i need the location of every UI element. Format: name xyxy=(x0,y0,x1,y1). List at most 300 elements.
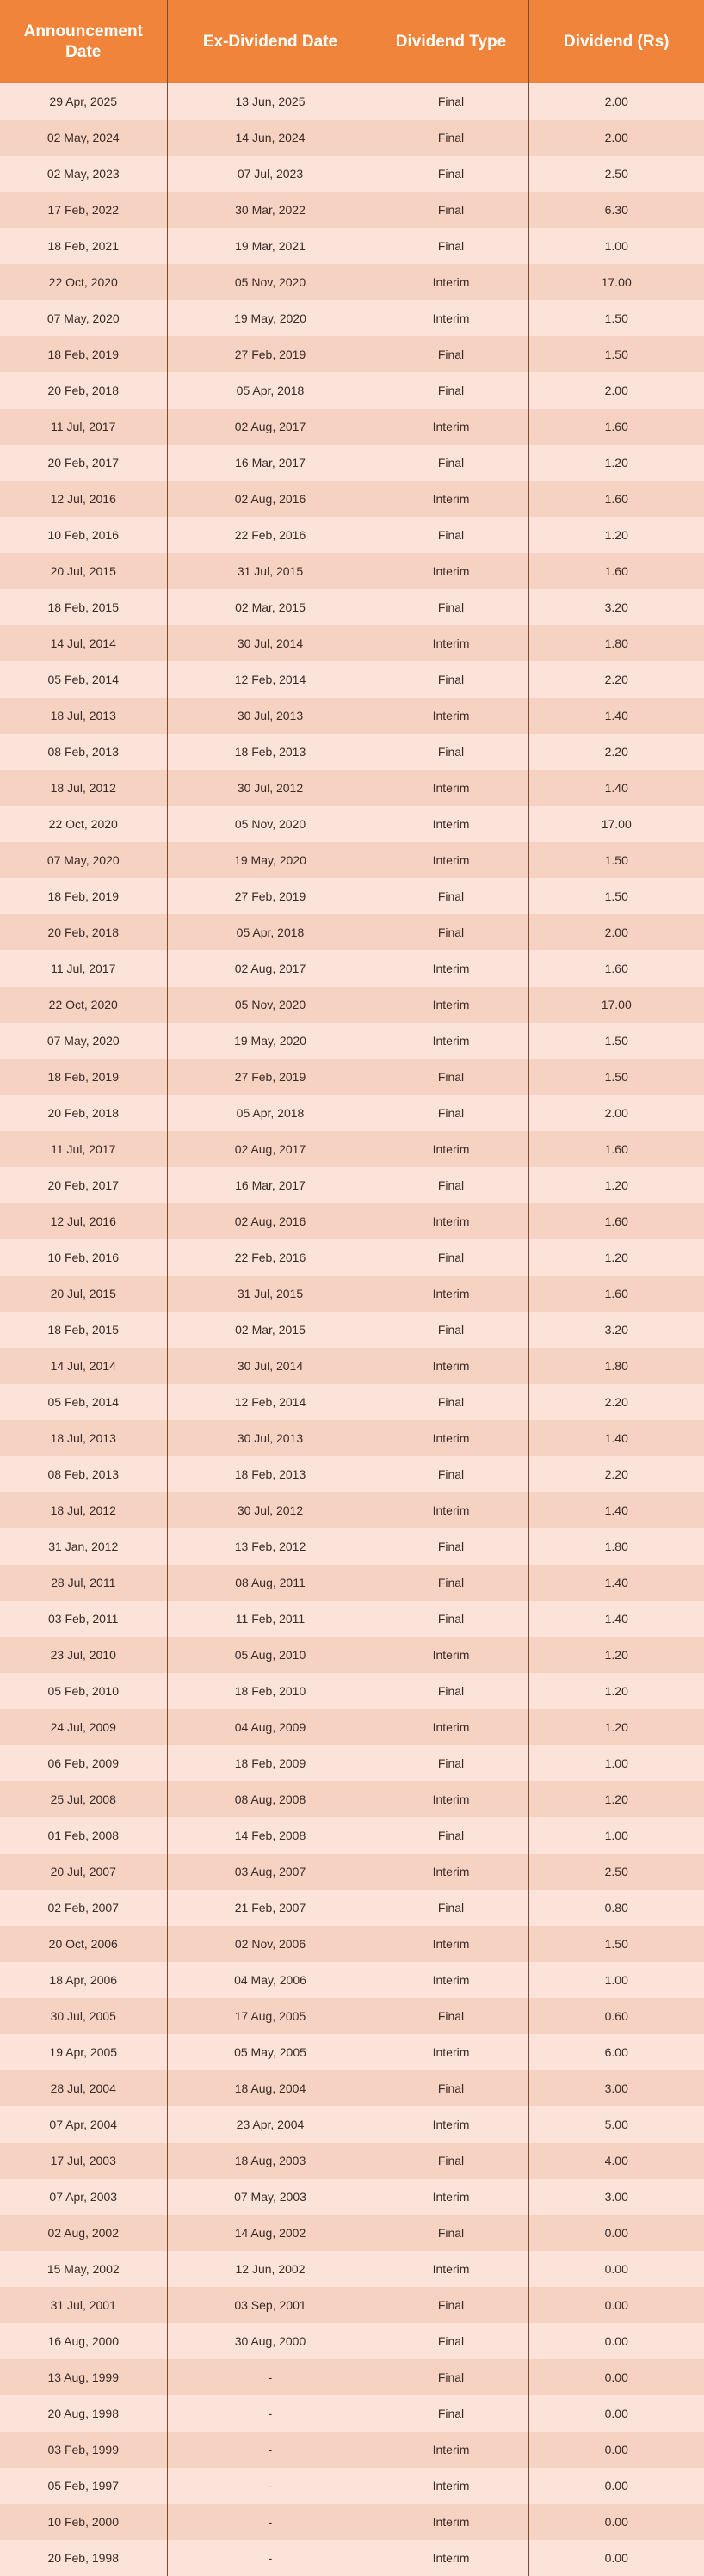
table-row xyxy=(0,372,704,409)
dividend-amount-cell: 1.00 xyxy=(528,1745,704,1781)
table-row xyxy=(0,228,704,264)
announcement-date-cell: 02 May, 2024 xyxy=(0,120,167,156)
dividend-type-cell: Final xyxy=(374,2287,528,2323)
table-row xyxy=(0,2323,704,2359)
announcement-date-cell: 28 Jul, 2004 xyxy=(0,2070,167,2106)
table-row xyxy=(0,264,704,300)
announcement-date-cell: 22 Oct, 2020 xyxy=(0,987,167,1023)
table-row xyxy=(0,1276,704,1312)
table-row xyxy=(0,842,704,878)
ex-dividend-date-cell: 30 Jul, 2014 xyxy=(167,1348,374,1384)
table-row xyxy=(0,1962,704,1998)
announcement-date-cell: 18 Feb, 2019 xyxy=(0,336,167,372)
dividend-type-cell: Final xyxy=(374,120,528,156)
table-row xyxy=(0,1890,704,1926)
header-dividend-amount[interactable]: Dividend (Rs) xyxy=(528,0,704,83)
ex-dividend-date-cell: 11 Feb, 2011 xyxy=(167,1601,374,1637)
table-row xyxy=(0,409,704,445)
announcement-date-cell: 05 Feb, 2014 xyxy=(0,661,167,698)
ex-dividend-date-cell: 04 Aug, 2009 xyxy=(167,1709,374,1745)
table-row xyxy=(0,2251,704,2287)
ex-dividend-date-cell: 16 Mar, 2017 xyxy=(167,1167,374,1203)
ex-dividend-date-cell: 05 Aug, 2010 xyxy=(167,1637,374,1673)
dividend-type-cell: Final xyxy=(374,914,528,950)
dividend-amount-cell: 1.80 xyxy=(528,1528,704,1565)
dividend-type-cell: Final xyxy=(374,1095,528,1131)
table-row xyxy=(0,2395,704,2432)
dividend-amount-cell: 0.00 xyxy=(528,2540,704,2576)
dividend-type-cell: Final xyxy=(374,1239,528,1276)
table-row xyxy=(0,1926,704,1962)
table-row xyxy=(0,1998,704,2034)
table-row xyxy=(0,2215,704,2251)
table-row xyxy=(0,1565,704,1601)
table-row xyxy=(0,1528,704,1565)
ex-dividend-date-cell: - xyxy=(167,2504,374,2540)
dividend-amount-cell: 1.00 xyxy=(528,1962,704,1998)
ex-dividend-date-cell: 04 May, 2006 xyxy=(167,1962,374,1998)
dividend-type-cell: Interim xyxy=(374,806,528,842)
dividend-amount-cell: 5.00 xyxy=(528,2106,704,2143)
ex-dividend-date-cell: 02 Aug, 2016 xyxy=(167,481,374,517)
table-row xyxy=(0,661,704,698)
dividend-amount-cell: 17.00 xyxy=(528,987,704,1023)
table-row xyxy=(0,192,704,228)
table-row xyxy=(0,2504,704,2540)
dividend-amount-cell: 1.20 xyxy=(528,1709,704,1745)
dividend-amount-cell: 4.00 xyxy=(528,2143,704,2179)
dividend-amount-cell: 1.20 xyxy=(528,1167,704,1203)
dividend-amount-cell: 2.20 xyxy=(528,1384,704,1420)
dividend-type-cell: Interim xyxy=(374,987,528,1023)
dividend-type-cell: Interim xyxy=(374,1203,528,1239)
table-row xyxy=(0,2287,704,2323)
dividend-amount-cell: 1.60 xyxy=(528,409,704,445)
dividend-amount-cell: 1.80 xyxy=(528,1348,704,1384)
ex-dividend-date-cell: 13 Jun, 2025 xyxy=(167,83,374,120)
table-row xyxy=(0,156,704,192)
announcement-date-cell: 20 Aug, 1998 xyxy=(0,2395,167,2432)
ex-dividend-date-cell: 14 Jun, 2024 xyxy=(167,120,374,156)
table-row xyxy=(0,589,704,625)
dividend-amount-cell: 1.20 xyxy=(528,517,704,553)
table-row xyxy=(0,698,704,734)
dividend-amount-cell: 2.50 xyxy=(528,1854,704,1890)
dividend-amount-cell: 0.60 xyxy=(528,1998,704,2034)
announcement-date-cell: 02 Feb, 2007 xyxy=(0,1890,167,1926)
dividend-amount-cell: 1.50 xyxy=(528,1926,704,1962)
dividend-type-cell: Interim xyxy=(374,1637,528,1673)
ex-dividend-date-cell: 19 Mar, 2021 xyxy=(167,228,374,264)
announcement-date-cell: 18 Feb, 2021 xyxy=(0,228,167,264)
dividend-type-cell: Interim xyxy=(374,1854,528,1890)
announcement-date-cell: 05 Feb, 1997 xyxy=(0,2468,167,2504)
table-row xyxy=(0,120,704,156)
ex-dividend-date-cell: 18 Feb, 2009 xyxy=(167,1745,374,1781)
ex-dividend-date-cell: 30 Jul, 2012 xyxy=(167,770,374,806)
table-row xyxy=(0,2106,704,2143)
ex-dividend-date-cell: 03 Sep, 2001 xyxy=(167,2287,374,2323)
dividend-type-cell: Final xyxy=(374,1673,528,1709)
ex-dividend-date-cell: 12 Feb, 2014 xyxy=(167,661,374,698)
table-row xyxy=(0,1384,704,1420)
dividend-amount-cell: 1.50 xyxy=(528,878,704,914)
ex-dividend-date-cell: 05 Nov, 2020 xyxy=(167,987,374,1023)
announcement-date-cell: 30 Jul, 2005 xyxy=(0,1998,167,2034)
announcement-date-cell: 16 Aug, 2000 xyxy=(0,2323,167,2359)
ex-dividend-date-cell: 12 Jun, 2002 xyxy=(167,2251,374,2287)
dividend-type-cell: Final xyxy=(374,2215,528,2251)
ex-dividend-date-cell: 30 Aug, 2000 xyxy=(167,2323,374,2359)
table-header xyxy=(0,0,704,83)
dividend-type-cell: Interim xyxy=(374,1348,528,1384)
announcement-date-cell: 20 Feb, 2018 xyxy=(0,914,167,950)
announcement-date-cell: 17 Jul, 2003 xyxy=(0,2143,167,2179)
announcement-date-cell: 20 Jul, 2015 xyxy=(0,1276,167,1312)
announcement-date-cell: 20 Jul, 2007 xyxy=(0,1854,167,1890)
dividend-amount-cell: 6.00 xyxy=(528,2034,704,2070)
dividend-amount-cell: 1.20 xyxy=(528,1239,704,1276)
announcement-date-cell: 11 Jul, 2017 xyxy=(0,1131,167,1167)
dividend-type-cell: Interim xyxy=(374,2106,528,2143)
dividend-type-cell: Final xyxy=(374,589,528,625)
announcement-date-cell: 22 Oct, 2020 xyxy=(0,264,167,300)
dividend-type-cell: Interim xyxy=(374,770,528,806)
dividend-amount-cell: 1.50 xyxy=(528,300,704,336)
table-row xyxy=(0,517,704,553)
announcement-date-cell: 13 Aug, 1999 xyxy=(0,2359,167,2395)
ex-dividend-date-cell: 27 Feb, 2019 xyxy=(167,878,374,914)
ex-dividend-date-cell: 05 Nov, 2020 xyxy=(167,806,374,842)
announcement-date-cell: 07 May, 2020 xyxy=(0,1023,167,1059)
dividend-type-cell: Final xyxy=(374,517,528,553)
dividend-type-cell: Interim xyxy=(374,2468,528,2504)
announcement-date-cell: 01 Feb, 2008 xyxy=(0,1817,167,1854)
ex-dividend-date-cell: - xyxy=(167,2468,374,2504)
ex-dividend-date-cell: 02 Nov, 2006 xyxy=(167,1926,374,1962)
announcement-date-cell: 18 Jul, 2012 xyxy=(0,770,167,806)
announcement-date-cell: 02 Aug, 2002 xyxy=(0,2215,167,2251)
dividend-type-cell: Final xyxy=(374,1312,528,1348)
announcement-date-cell: 17 Feb, 2022 xyxy=(0,192,167,228)
dividend-type-cell: Final xyxy=(374,1601,528,1637)
announcement-date-cell: 19 Apr, 2005 xyxy=(0,2034,167,2070)
ex-dividend-date-cell: 07 May, 2003 xyxy=(167,2179,374,2215)
table-row xyxy=(0,1131,704,1167)
dividend-amount-cell: 0.80 xyxy=(528,1890,704,1926)
dividend-type-cell: Interim xyxy=(374,842,528,878)
ex-dividend-date-cell: 03 Aug, 2007 xyxy=(167,1854,374,1890)
dividend-amount-cell: 1.40 xyxy=(528,698,704,734)
ex-dividend-date-cell: 18 Aug, 2004 xyxy=(167,2070,374,2106)
table-row xyxy=(0,2179,704,2215)
announcement-date-cell: 10 Feb, 2016 xyxy=(0,1239,167,1276)
dividend-amount-cell: 1.50 xyxy=(528,1059,704,1095)
ex-dividend-date-cell: 17 Aug, 2005 xyxy=(167,1998,374,2034)
table-row xyxy=(0,1203,704,1239)
dividend-amount-cell: 1.40 xyxy=(528,1492,704,1528)
dividend-amount-cell: 2.00 xyxy=(528,83,704,120)
dividend-type-cell: Final xyxy=(374,1565,528,1601)
ex-dividend-date-cell: 30 Jul, 2014 xyxy=(167,625,374,661)
ex-dividend-date-cell: 16 Mar, 2017 xyxy=(167,445,374,481)
dividend-amount-cell: 17.00 xyxy=(528,806,704,842)
dividend-amount-cell: 1.60 xyxy=(528,950,704,987)
dividend-type-cell: Final xyxy=(374,661,528,698)
table-row xyxy=(0,625,704,661)
dividend-amount-cell: 3.00 xyxy=(528,2179,704,2215)
dividend-amount-cell: 1.40 xyxy=(528,770,704,806)
dividend-type-cell: Final xyxy=(374,1817,528,1854)
ex-dividend-date-cell: 18 Feb, 2013 xyxy=(167,734,374,770)
ex-dividend-date-cell: 02 Aug, 2017 xyxy=(167,409,374,445)
table-row xyxy=(0,878,704,914)
announcement-date-cell: 31 Jul, 2001 xyxy=(0,2287,167,2323)
table-row xyxy=(0,83,704,120)
announcement-date-cell: 05 Feb, 2010 xyxy=(0,1673,167,1709)
announcement-date-cell: 08 Feb, 2013 xyxy=(0,734,167,770)
table-row xyxy=(0,1781,704,1817)
dividend-type-cell: Final xyxy=(374,1528,528,1565)
ex-dividend-date-cell: 14 Feb, 2008 xyxy=(167,1817,374,1854)
table-row xyxy=(0,1854,704,1890)
dividend-type-cell: Interim xyxy=(374,481,528,517)
table-row xyxy=(0,950,704,987)
dividend-amount-cell: 0.00 xyxy=(528,2432,704,2468)
table-row xyxy=(0,1637,704,1673)
dividend-amount-cell: 0.00 xyxy=(528,2323,704,2359)
table-row xyxy=(0,806,704,842)
announcement-date-cell: 02 May, 2023 xyxy=(0,156,167,192)
dividend-type-cell: Final xyxy=(374,1384,528,1420)
dividend-amount-cell: 6.30 xyxy=(528,192,704,228)
ex-dividend-date-cell: 18 Feb, 2013 xyxy=(167,1456,374,1492)
dividend-amount-cell: 1.20 xyxy=(528,1781,704,1817)
table-row xyxy=(0,300,704,336)
announcement-date-cell: 07 Apr, 2004 xyxy=(0,2106,167,2143)
ex-dividend-date-cell: 08 Aug, 2008 xyxy=(167,1781,374,1817)
ex-dividend-date-cell: - xyxy=(167,2359,374,2395)
table-row xyxy=(0,1817,704,1854)
header-announcement-date[interactable]: Announcement Date xyxy=(0,0,167,83)
table-row xyxy=(0,1239,704,1276)
dividend-type-cell: Interim xyxy=(374,1420,528,1456)
header-row xyxy=(0,0,704,83)
announcement-date-cell: 20 Feb, 2017 xyxy=(0,1167,167,1203)
dividend-type-cell: Interim xyxy=(374,1023,528,1059)
dividend-type-cell: Final xyxy=(374,1059,528,1095)
dividend-amount-cell: 3.20 xyxy=(528,589,704,625)
table-row xyxy=(0,553,704,589)
ex-dividend-date-cell: 12 Feb, 2014 xyxy=(167,1384,374,1420)
dividend-type-cell: Interim xyxy=(374,2504,528,2540)
ex-dividend-date-cell: - xyxy=(167,2432,374,2468)
dividend-type-cell: Interim xyxy=(374,264,528,300)
dividend-type-cell: Final xyxy=(374,1890,528,1926)
dividend-type-cell: Final xyxy=(374,2359,528,2395)
ex-dividend-date-cell: 18 Feb, 2010 xyxy=(167,1673,374,1709)
announcement-date-cell: 18 Jul, 2013 xyxy=(0,1420,167,1456)
dividend-amount-cell: 1.00 xyxy=(528,1817,704,1854)
dividend-type-cell: Interim xyxy=(374,1781,528,1817)
dividend-amount-cell: 1.00 xyxy=(528,228,704,264)
dividend-type-cell: Final xyxy=(374,2323,528,2359)
announcement-date-cell: 07 Apr, 2003 xyxy=(0,2179,167,2215)
announcement-date-cell: 06 Feb, 2009 xyxy=(0,1745,167,1781)
ex-dividend-date-cell: 05 May, 2005 xyxy=(167,2034,374,2070)
dividend-amount-cell: 0.00 xyxy=(528,2287,704,2323)
dividend-amount-cell: 0.00 xyxy=(528,2359,704,2395)
ex-dividend-date-cell: 23 Apr, 2004 xyxy=(167,2106,374,2143)
ex-dividend-date-cell: 02 Aug, 2016 xyxy=(167,1203,374,1239)
table-row xyxy=(0,2540,704,2576)
ex-dividend-date-cell: 05 Apr, 2018 xyxy=(167,1095,374,1131)
dividend-type-cell: Interim xyxy=(374,2251,528,2287)
dividend-type-cell: Final xyxy=(374,878,528,914)
table-row xyxy=(0,2034,704,2070)
announcement-date-cell: 15 May, 2002 xyxy=(0,2251,167,2287)
table-row xyxy=(0,1456,704,1492)
announcement-date-cell: 18 Feb, 2019 xyxy=(0,878,167,914)
announcement-date-cell: 14 Jul, 2014 xyxy=(0,1348,167,1384)
ex-dividend-date-cell: 08 Aug, 2011 xyxy=(167,1565,374,1601)
announcement-date-cell: 31 Jan, 2012 xyxy=(0,1528,167,1565)
announcement-date-cell: 18 Feb, 2019 xyxy=(0,1059,167,1095)
table-body xyxy=(0,83,704,2576)
table-row xyxy=(0,1420,704,1456)
dividend-amount-cell: 3.20 xyxy=(528,1312,704,1348)
dividend-amount-cell: 1.20 xyxy=(528,445,704,481)
announcement-date-cell: 10 Feb, 2000 xyxy=(0,2504,167,2540)
dividend-type-cell: Interim xyxy=(374,1131,528,1167)
table-row xyxy=(0,770,704,806)
announcement-date-cell: 18 Jul, 2012 xyxy=(0,1492,167,1528)
dividend-amount-cell: 0.00 xyxy=(528,2504,704,2540)
dividend-type-cell: Interim xyxy=(374,2034,528,2070)
ex-dividend-date-cell: 30 Jul, 2012 xyxy=(167,1492,374,1528)
dividend-amount-cell: 2.00 xyxy=(528,914,704,950)
table-row xyxy=(0,734,704,770)
dividend-type-cell: Final xyxy=(374,156,528,192)
dividend-type-cell: Interim xyxy=(374,409,528,445)
dividend-type-cell: Final xyxy=(374,336,528,372)
announcement-date-cell: 18 Feb, 2015 xyxy=(0,1312,167,1348)
ex-dividend-date-cell: 19 May, 2020 xyxy=(167,842,374,878)
ex-dividend-date-cell: - xyxy=(167,2395,374,2432)
table-row xyxy=(0,1492,704,1528)
dividend-amount-cell: 17.00 xyxy=(528,264,704,300)
dividend-amount-cell: 1.50 xyxy=(528,336,704,372)
dividend-amount-cell: 0.00 xyxy=(528,2251,704,2287)
table-row xyxy=(0,445,704,481)
dividend-type-cell: Interim xyxy=(374,2432,528,2468)
dividend-amount-cell: 0.00 xyxy=(528,2395,704,2432)
ex-dividend-date-cell: 30 Mar, 2022 xyxy=(167,192,374,228)
dividend-amount-cell: 1.40 xyxy=(528,1420,704,1456)
announcement-date-cell: 25 Jul, 2008 xyxy=(0,1781,167,1817)
table-row xyxy=(0,1167,704,1203)
ex-dividend-date-cell: 02 Aug, 2017 xyxy=(167,950,374,987)
dividend-type-cell: Interim xyxy=(374,300,528,336)
announcement-date-cell: 20 Feb, 2018 xyxy=(0,372,167,409)
ex-dividend-date-cell: 13 Feb, 2012 xyxy=(167,1528,374,1565)
ex-dividend-date-cell: 31 Jul, 2015 xyxy=(167,553,374,589)
dividend-type-cell: Final xyxy=(374,1456,528,1492)
ex-dividend-date-cell: 07 Jul, 2023 xyxy=(167,156,374,192)
header-ex-dividend-date[interactable]: Ex-Dividend Date xyxy=(167,0,374,83)
table-row xyxy=(0,2432,704,2468)
dividend-type-cell: Final xyxy=(374,1167,528,1203)
table-row xyxy=(0,1601,704,1637)
ex-dividend-date-cell: 27 Feb, 2019 xyxy=(167,336,374,372)
dividend-amount-cell: 2.20 xyxy=(528,1456,704,1492)
announcement-date-cell: 20 Jul, 2015 xyxy=(0,553,167,589)
ex-dividend-date-cell: 05 Apr, 2018 xyxy=(167,914,374,950)
dividend-amount-cell: 1.60 xyxy=(528,1276,704,1312)
dividend-type-cell: Final xyxy=(374,2070,528,2106)
dividend-type-cell: Final xyxy=(374,228,528,264)
ex-dividend-date-cell: 19 May, 2020 xyxy=(167,300,374,336)
announcement-date-cell: 18 Jul, 2013 xyxy=(0,698,167,734)
announcement-date-cell: 10 Feb, 2016 xyxy=(0,517,167,553)
announcement-date-cell: 14 Jul, 2014 xyxy=(0,625,167,661)
announcement-date-cell: 08 Feb, 2013 xyxy=(0,1456,167,1492)
table-row xyxy=(0,2359,704,2395)
dividend-type-cell: Interim xyxy=(374,1276,528,1312)
dividend-amount-cell: 1.50 xyxy=(528,842,704,878)
dividend-amount-cell: 1.60 xyxy=(528,481,704,517)
table-row xyxy=(0,481,704,517)
dividend-type-cell: Interim xyxy=(374,1709,528,1745)
dividend-type-cell: Final xyxy=(374,2395,528,2432)
announcement-date-cell: 11 Jul, 2017 xyxy=(0,409,167,445)
header-dividend-type[interactable]: Dividend Type xyxy=(374,0,528,83)
dividend-type-cell: Final xyxy=(374,83,528,120)
ex-dividend-date-cell: 05 Apr, 2018 xyxy=(167,372,374,409)
table-row xyxy=(0,914,704,950)
announcement-date-cell: 03 Feb, 2011 xyxy=(0,1601,167,1637)
dividend-amount-cell: 0.00 xyxy=(528,2468,704,2504)
ex-dividend-date-cell: 02 Mar, 2015 xyxy=(167,589,374,625)
dividend-type-cell: Final xyxy=(374,1745,528,1781)
announcement-date-cell: 20 Feb, 2017 xyxy=(0,445,167,481)
announcement-date-cell: 29 Apr, 2025 xyxy=(0,83,167,120)
dividend-amount-cell: 1.60 xyxy=(528,1203,704,1239)
dividend-amount-cell: 2.20 xyxy=(528,734,704,770)
table-row xyxy=(0,1059,704,1095)
table-row xyxy=(0,1312,704,1348)
dividend-type-cell: Interim xyxy=(374,1926,528,1962)
announcement-date-cell: 12 Jul, 2016 xyxy=(0,481,167,517)
dividend-type-cell: Interim xyxy=(374,2540,528,2576)
dividend-type-cell: Interim xyxy=(374,553,528,589)
dividend-amount-cell: 1.80 xyxy=(528,625,704,661)
dividend-amount-cell: 1.40 xyxy=(528,1601,704,1637)
dividend-amount-cell: 1.60 xyxy=(528,553,704,589)
ex-dividend-date-cell: 21 Feb, 2007 xyxy=(167,1890,374,1926)
dividend-type-cell: Final xyxy=(374,192,528,228)
announcement-date-cell: 18 Apr, 2006 xyxy=(0,1962,167,1998)
announcement-date-cell: 11 Jul, 2017 xyxy=(0,950,167,987)
announcement-date-cell: 03 Feb, 1999 xyxy=(0,2432,167,2468)
table-row xyxy=(0,2468,704,2504)
ex-dividend-date-cell: 30 Jul, 2013 xyxy=(167,1420,374,1456)
ex-dividend-date-cell: 27 Feb, 2019 xyxy=(167,1059,374,1095)
ex-dividend-date-cell: 19 May, 2020 xyxy=(167,1023,374,1059)
table-row xyxy=(0,1023,704,1059)
ex-dividend-date-cell: 31 Jul, 2015 xyxy=(167,1276,374,1312)
table-row xyxy=(0,336,704,372)
